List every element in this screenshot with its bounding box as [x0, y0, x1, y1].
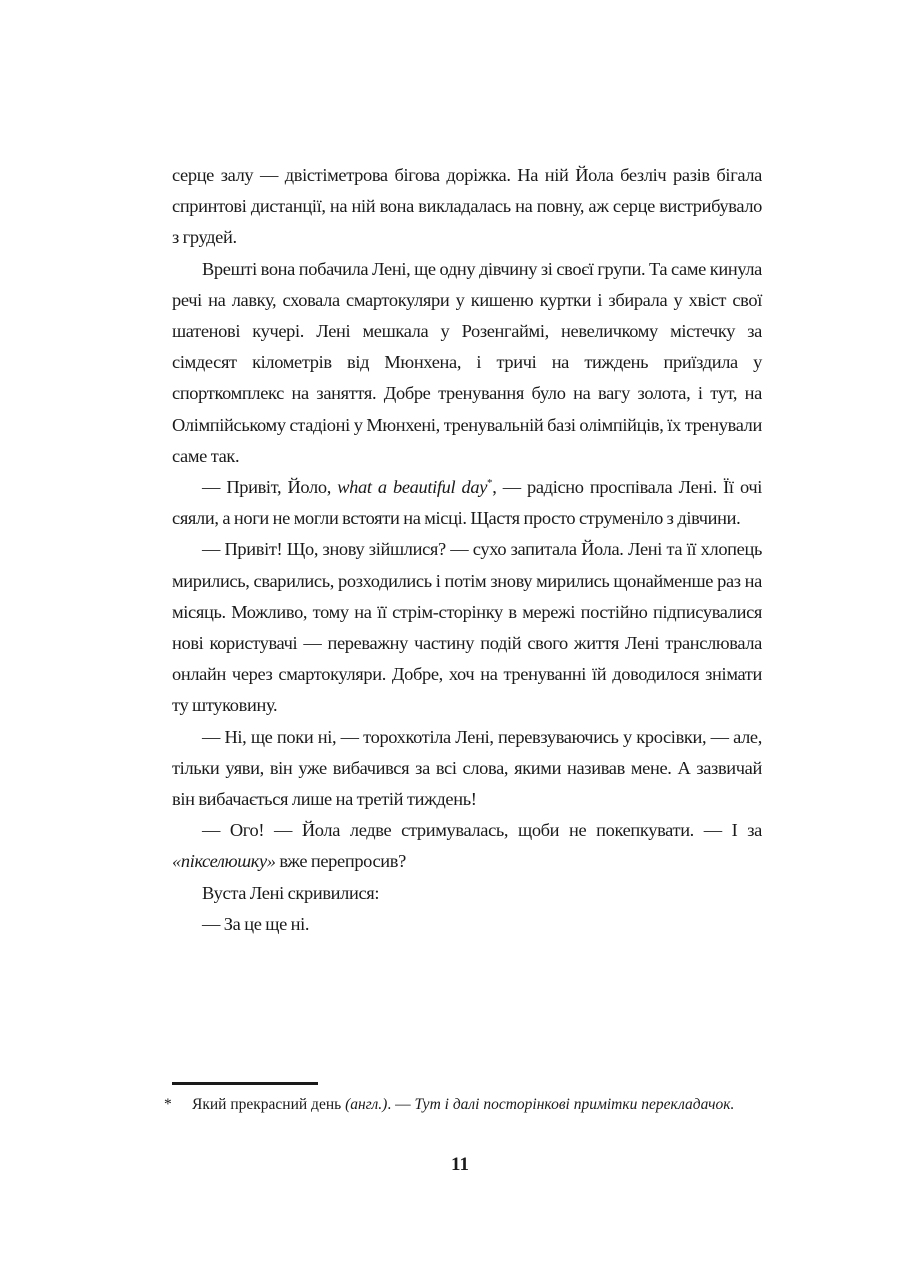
paragraph-5: — Ні, ще поки ні, — торохкотіла Лені, перевзуваючись у кросівки, — але, тільки уяви, він уже вибачився за всі слова, якими називав мене. А зазвичай він вибачається лише на третій тиждень!: [172, 726, 762, 810]
dialogue-text: — Привіт, Йоло,: [202, 477, 338, 498]
footnote-divider: [172, 1082, 318, 1085]
footnote-body: [164, 1092, 764, 1118]
dialogue-text: , — радісно проспівала Лені. Її очі сяяли, а ноги не могли встояти на місці. Щастя просто струменіло з дівчини.: [172, 477, 762, 529]
body-text: [172, 160, 762, 940]
nickname-quote: «пікселюшку»: [172, 851, 276, 872]
paragraph-4: — Привіт! Що, знову зійшлися? — сухо запитала Йола. Лені та її хлопець мирились, сварились, розходились і потім знову мирились щонайменше раз на місяць. Можливо, тому на її стрім-сторінку в мережі постійно підписувалися нові користувачі — переважну частину подій свого життя Лені транслювала онлайн через смартокуляри. Добре, хоч на тренуванні їй доводилося знімати ту штуковину.: [172, 539, 762, 716]
paragraph-3: [172, 472, 762, 534]
footnote-translation: Який прекрасний день: [192, 1096, 346, 1113]
paragraph-8: — За це ще ні.: [202, 913, 310, 934]
english-phrase: what a beautiful day: [337, 477, 488, 498]
footnote-dash: . —: [387, 1096, 415, 1113]
paragraph-7: Вуста Лені скривилися:: [202, 882, 380, 903]
footnote-language: (англ.): [345, 1096, 388, 1113]
paragraph-1: серце залу — двістіметрова бігова доріжка. На ній Йола безліч разів бігала спринтові дистанції, на ній вона викладалась на повну, аж серце вистрибувало з грудей.: [172, 165, 762, 248]
dialogue-text: вже перепросив?: [275, 851, 406, 872]
page-number: 11: [451, 1154, 469, 1175]
footnote-note: Тут і далі посторінкові примітки перекладачок.: [414, 1096, 735, 1113]
paragraph-6: [172, 815, 762, 877]
paragraph-2: Врешті вона побачила Лені, ще одну дівчину зі своєї групи. Та саме кинула речі на лавку, сховала смартокуляри у кишеню куртки і збирала у хвіст свої шатенові кучері. Лені мешкала у Розенгаймі, невеличкому містечку за сімдесят кілометрів від Мюнхена, і тричі на тиждень приїздила у спорткомплекс на заняття. Добре тренування було на вагу золота, і тут, на Олімпійському стадіоні у Мюнхені, тренувальній базі олімпійців, їх тренували саме так.: [172, 258, 762, 466]
footnote: [164, 1092, 764, 1118]
footnote-mark: *: [164, 1096, 172, 1113]
dialogue-line: — Ого! — Йола ледве стримувалась, щоби не покепкувати. —: [202, 820, 722, 841]
dialogue-text: І за: [731, 820, 762, 841]
footnote-reference[interactable]: *: [487, 476, 493, 489]
